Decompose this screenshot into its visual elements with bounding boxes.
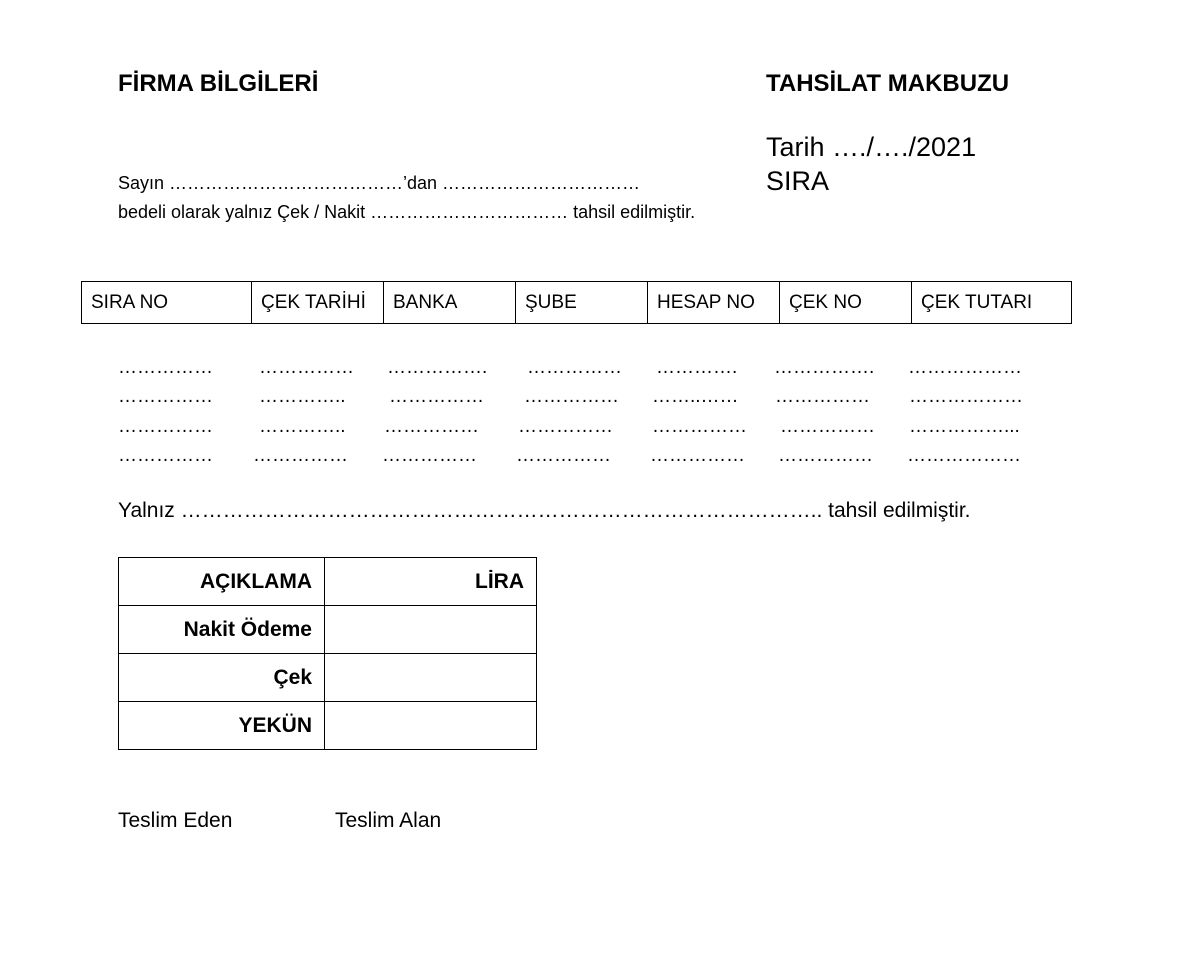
dot-cell: ……………	[780, 416, 875, 437]
dot-cell: …………..	[259, 416, 346, 437]
summary-row-value	[325, 702, 537, 750]
header-cek-tutari: ÇEK TUTARI	[912, 282, 1072, 324]
dot-cell: ……………	[118, 445, 213, 466]
date-line: Tarih …./…./2021	[766, 132, 977, 162]
dot-cell: ………………	[907, 445, 1021, 466]
receipt-heading: TAHSİLAT MAKBUZU	[766, 70, 1010, 97]
summary-row-value	[325, 654, 537, 702]
dot-cell: ……………	[778, 445, 873, 466]
summary-header-amount: LİRA	[325, 558, 537, 606]
dot-row	[118, 416, 1048, 440]
dot-cell: ……………	[384, 416, 479, 437]
dot-cell: ……………	[775, 386, 870, 407]
dot-cell: ……………	[118, 386, 213, 407]
summary-header-row	[119, 558, 537, 606]
dot-cell: ……………	[524, 386, 619, 407]
header-sube: ŞUBE	[516, 282, 648, 324]
summary-row	[119, 654, 537, 702]
cheque-table-header-row	[82, 282, 1072, 324]
dot-cell: …………….	[774, 357, 875, 378]
dot-cell: ……………	[253, 445, 348, 466]
sira-label: SIRA	[766, 166, 830, 196]
summary-row-label: Nakit Ödeme	[119, 606, 325, 654]
amount-line: bedeli olarak yalnız Çek / Nakit …………………………… tahsil edilmiştir.	[118, 202, 696, 222]
header-hesap-no: HESAP NO	[648, 282, 780, 324]
dot-cell: ………………	[909, 386, 1023, 407]
dot-cell: ……………	[382, 445, 477, 466]
header-cek-no: ÇEK NO	[780, 282, 912, 324]
dot-cell: ……………	[389, 386, 484, 407]
header-sira-no: SIRA NO	[82, 282, 252, 324]
summary-row-value	[325, 606, 537, 654]
dot-cell: ……………	[518, 416, 613, 437]
dot-row	[118, 386, 1048, 410]
summary-row-label: Çek	[119, 654, 325, 702]
dot-cell: ……………	[516, 445, 611, 466]
dot-cell: ……………	[652, 416, 747, 437]
header-cek-tarihi: ÇEK TARİHİ	[252, 282, 384, 324]
signature-receiver: Teslim Alan	[335, 809, 442, 832]
summary-row	[119, 606, 537, 654]
signature-deliverer: Teslim Eden	[118, 809, 233, 832]
dot-cell: ………………	[908, 357, 1022, 378]
dot-cell: ……………	[259, 357, 354, 378]
dot-cell: ……..……	[652, 386, 739, 407]
dot-cell: ……………	[527, 357, 622, 378]
dot-row	[118, 445, 1048, 469]
dot-cell: …………..	[259, 386, 346, 407]
summary-header-description: AÇIKLAMA	[119, 558, 325, 606]
dot-cell: ……………	[118, 416, 213, 437]
company-heading: FİRMA BİLGİLERİ	[118, 70, 319, 97]
dot-cell: ………….	[656, 357, 738, 378]
dot-cell: …………….	[387, 357, 488, 378]
dot-cell: ……………	[650, 445, 745, 466]
cheque-table	[81, 281, 1072, 324]
dot-cell: ……………	[118, 357, 213, 378]
header-banka: BANKA	[384, 282, 516, 324]
dot-cell: ……………...	[909, 416, 1020, 437]
summary-table	[118, 557, 537, 750]
dot-row	[118, 357, 1048, 381]
salutation-line: Sayın …………………………………’dan ……………………………	[118, 173, 641, 193]
summary-row-label: YEKÜN	[119, 702, 325, 750]
summary-row	[119, 702, 537, 750]
total-line: Yalnız ……………………………………………………………………………….. tahsil edilmiştir.	[118, 499, 971, 522]
